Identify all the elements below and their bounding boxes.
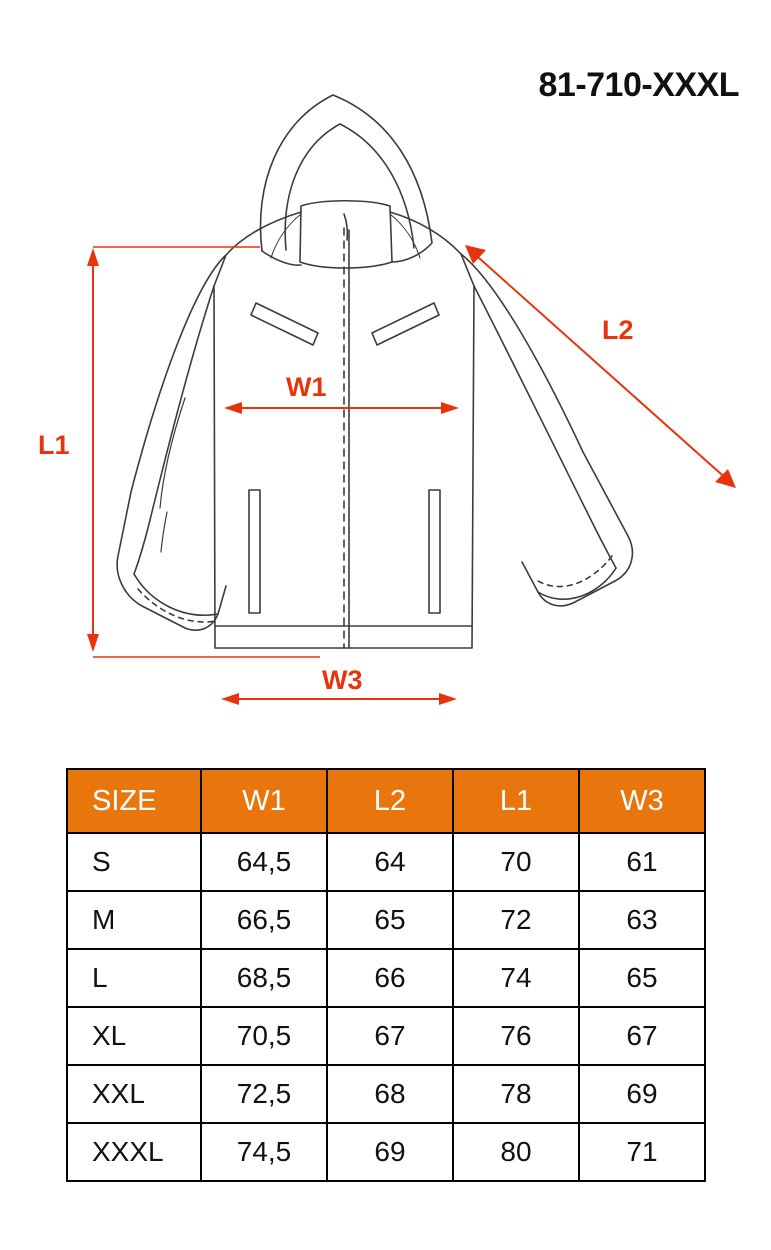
table-row <box>67 833 705 891</box>
cell-l1: 78 <box>453 1065 579 1123</box>
table-body <box>67 833 705 1181</box>
cell-w3: 69 <box>579 1065 705 1123</box>
cell-w3: 67 <box>579 1007 705 1065</box>
cell-size: M <box>67 891 201 949</box>
cell-l1: 76 <box>453 1007 579 1065</box>
cell-w3: 65 <box>579 949 705 1007</box>
cell-size: XL <box>67 1007 201 1065</box>
cell-size: XXXL <box>67 1123 201 1181</box>
table-header-l2: L2 <box>327 769 453 833</box>
cell-l1: 74 <box>453 949 579 1007</box>
cell-l2: 66 <box>327 949 453 1007</box>
cell-size: L <box>67 949 201 1007</box>
cell-w1: 74,5 <box>201 1123 327 1181</box>
dimension-label-l2: L2 <box>602 315 634 345</box>
cell-l1: 70 <box>453 833 579 891</box>
table-header <box>67 769 705 833</box>
product-code: 81-710-XXXL <box>538 66 739 104</box>
cell-l1: 72 <box>453 891 579 949</box>
cell-w1: 70,5 <box>201 1007 327 1065</box>
table-row <box>67 1123 705 1181</box>
table-header-w3: W3 <box>579 769 705 833</box>
cell-w3: 71 <box>579 1123 705 1181</box>
cell-w3: 61 <box>579 833 705 891</box>
dimension-label-w3: W3 <box>322 665 363 695</box>
cell-l2: 69 <box>327 1123 453 1181</box>
table-row <box>67 1007 705 1065</box>
dimension-label-w1: W1 <box>286 372 327 402</box>
cell-size: S <box>67 833 201 891</box>
cell-l2: 68 <box>327 1065 453 1123</box>
table-header-l1: L1 <box>453 769 579 833</box>
cell-w1: 68,5 <box>201 949 327 1007</box>
cell-l2: 67 <box>327 1007 453 1065</box>
cell-l2: 65 <box>327 891 453 949</box>
table-header-size: SIZE <box>67 769 201 833</box>
table-header-row <box>67 769 705 833</box>
cell-w3: 63 <box>579 891 705 949</box>
cell-size: XXL <box>67 1065 201 1123</box>
size-table-container <box>66 768 704 1182</box>
cell-w1: 64,5 <box>201 833 327 891</box>
table-row <box>67 949 705 1007</box>
table-row <box>67 1065 705 1123</box>
cell-w1: 66,5 <box>201 891 327 949</box>
table-header-w1: W1 <box>201 769 327 833</box>
dimension-label-l1: L1 <box>38 430 70 460</box>
cell-l2: 64 <box>327 833 453 891</box>
size-table <box>66 768 706 1182</box>
cell-w1: 72,5 <box>201 1065 327 1123</box>
table-row <box>67 891 705 949</box>
cell-l1: 80 <box>453 1123 579 1181</box>
